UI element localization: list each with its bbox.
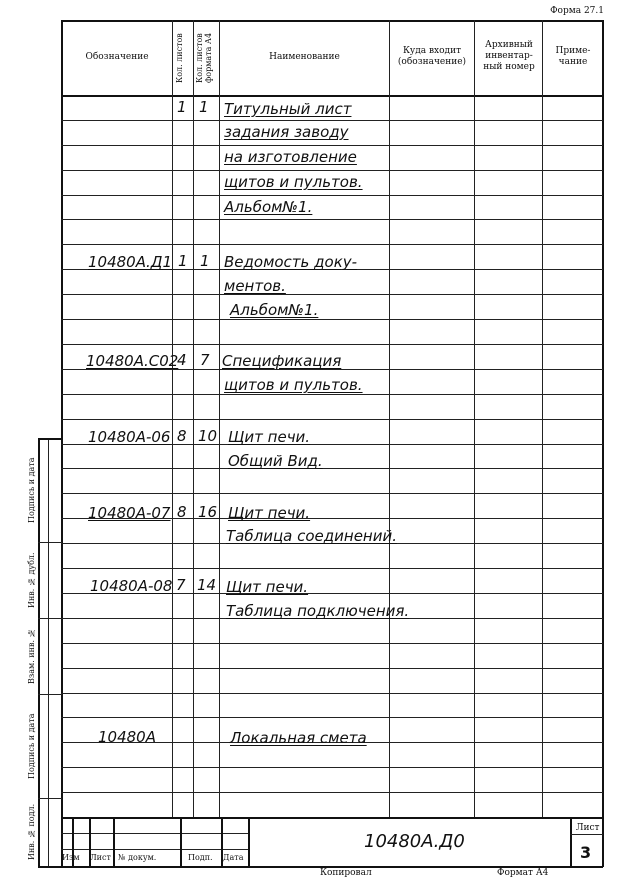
- row-line: [61, 643, 603, 644]
- name-13: Щит печи.: [228, 504, 311, 522]
- name-5: Альбом№1.: [224, 198, 313, 216]
- stamp-list: Лист: [90, 853, 111, 862]
- name-7: ментов.: [224, 277, 286, 295]
- margin-strip-top: [38, 438, 62, 440]
- row-line: [61, 170, 603, 171]
- designation-13: 10480А-07: [88, 504, 171, 522]
- margin-div-2: [38, 618, 62, 619]
- form-label: Форма 27.1: [550, 6, 604, 16]
- a4-9: 7: [200, 351, 210, 369]
- side-inv-dubl: Инв. № дубл.: [27, 552, 36, 608]
- name-9: Спецификация: [222, 352, 342, 370]
- margin-div-4: [38, 798, 62, 799]
- a4-6: 1: [200, 252, 210, 270]
- stamp-document-code: 10480А.Д0: [364, 831, 465, 852]
- stamp-izm: Изм: [62, 853, 80, 862]
- footer-copied: Копировал: [320, 868, 372, 878]
- name-3: на изготовление: [224, 148, 357, 166]
- side-sign-date-2: Подпись и дата: [27, 713, 36, 779]
- row-line: [61, 244, 603, 245]
- sheets-9: 4: [177, 351, 187, 369]
- row-line: [61, 419, 603, 420]
- sheets-11: 8: [177, 427, 187, 445]
- header-sheets-a4: Кол. листов формата А4: [195, 32, 213, 84]
- row-line: [61, 493, 603, 494]
- header-note: Приме-чание: [555, 46, 591, 67]
- name-17: Локальная смета: [230, 729, 367, 747]
- name-4: щитов и пультов.: [224, 173, 363, 191]
- name-15: Щит печи.: [226, 578, 309, 596]
- sheets-1: 1: [177, 98, 187, 116]
- name-12: Общий Вид.: [228, 452, 323, 470]
- sheets-13: 8: [177, 503, 187, 521]
- designation-15: 10480А-08: [90, 577, 173, 595]
- a4-15: 14: [197, 576, 217, 594]
- row-line: [61, 145, 603, 146]
- name-14: Таблица соединений.: [226, 527, 397, 545]
- frame-top: [61, 20, 603, 22]
- name-11: Щит печи.: [228, 428, 311, 446]
- stamp-doc-no: № докум.: [118, 853, 157, 862]
- sheets-6: 1: [178, 252, 188, 270]
- header-line: [61, 95, 603, 97]
- name-8: Альбом№1.: [230, 301, 319, 319]
- designation-11: 10480А-06: [88, 428, 171, 446]
- row-line: [61, 195, 603, 196]
- stamp-v-7: [570, 817, 572, 866]
- a4-11: 10: [198, 427, 218, 445]
- row-line: [61, 394, 603, 395]
- row-line: [61, 468, 603, 469]
- sheets-15: 7: [176, 576, 186, 594]
- a4-13: 16: [198, 503, 218, 521]
- designation-17: 10480А: [98, 728, 156, 746]
- stamp-sheet-label: Лист: [576, 823, 600, 833]
- designation-6: 10480А.Д1: [88, 253, 173, 271]
- margin-div-3: [38, 694, 62, 695]
- stamp-v-3: [113, 817, 115, 866]
- footer-format: Формат А4: [497, 868, 549, 878]
- margin-strip-left: [38, 438, 40, 866]
- margin-div-1: [38, 542, 62, 543]
- row-line: [61, 568, 603, 569]
- row-line: [61, 344, 603, 345]
- row-line: [61, 120, 603, 121]
- stamp-top: [61, 817, 603, 819]
- margin-strip-mid: [48, 438, 49, 866]
- header-archive-no: Архивный инвентар-ный номер: [483, 40, 535, 72]
- name-6: Ведомость доку-: [224, 253, 358, 271]
- stamp-v-6: [248, 817, 250, 866]
- name-10: щитов и пультов.: [224, 376, 363, 394]
- row-line: [61, 717, 603, 718]
- row-line: [61, 693, 603, 694]
- row-line: [61, 767, 603, 768]
- side-sign-date-1: Подпись и дата: [27, 457, 36, 523]
- name-16: Таблица подключения.: [226, 602, 410, 620]
- designation-9: 10480А.С02: [86, 352, 179, 370]
- stamp-sign: Подп.: [188, 853, 213, 862]
- header-sheets-count: Кол. листов: [175, 33, 184, 83]
- row-line: [61, 319, 603, 320]
- header-name: Наименование: [269, 52, 340, 62]
- stamp-v-4: [180, 817, 182, 866]
- name-2: задания заводу: [224, 123, 349, 141]
- row-line: [61, 294, 603, 295]
- a4-1: 1: [199, 98, 209, 116]
- stamp-sheet-no: 3: [580, 843, 592, 862]
- side-inv-podl: Инв. № подл.: [27, 803, 36, 861]
- row-line: [61, 792, 603, 793]
- row-line: [61, 219, 603, 220]
- row-line: [61, 668, 603, 669]
- name-1: Титульный лист: [224, 100, 352, 118]
- header-where-used: Куда входит (обозначение): [397, 46, 467, 67]
- side-vzam-inv: Взам. инв. №: [27, 628, 36, 684]
- stamp-date: Дата: [223, 853, 244, 862]
- header-designation: Обозначение: [85, 52, 149, 62]
- stamp-sheet-div: [570, 834, 603, 835]
